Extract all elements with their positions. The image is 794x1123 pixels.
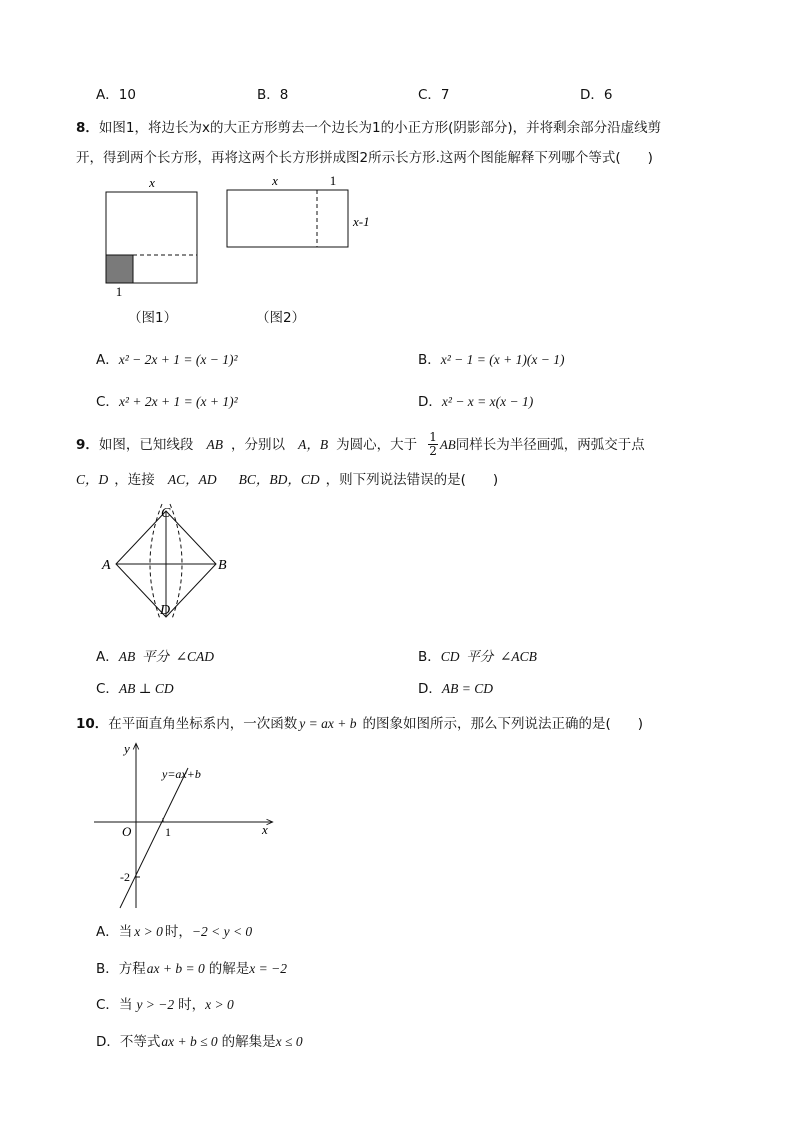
q9-text: ，则下列说法错误的是( ) <box>325 472 499 488</box>
option-math: ax + b ≤ 0 <box>161 1034 218 1049</box>
line-label: y=ax+b <box>162 767 201 781</box>
x-axis-label: x <box>262 822 268 837</box>
q8-option-b <box>418 348 564 368</box>
label-point-d: D <box>160 603 171 618</box>
option-text: 时， <box>164 924 192 940</box>
q8-figure-1 <box>100 172 210 300</box>
option-expression: x² + 2x + 1 = (x + 1)² <box>118 394 238 409</box>
q9-text: ，连接 <box>114 472 155 488</box>
q9-seg: AB <box>206 437 223 452</box>
q9-frac-seg: AB <box>439 437 456 452</box>
q9-stem-line1 <box>76 431 645 458</box>
q7-option-b: B．8 <box>257 87 289 103</box>
question-number: 10． <box>76 716 109 732</box>
fig1-bottom-label: 1 <box>115 284 123 299</box>
label-point-a: A <box>102 558 111 573</box>
q9-points: C，D <box>76 472 109 487</box>
q8-option-a <box>96 348 238 368</box>
q9-stem-line2 <box>76 468 498 488</box>
q9-text: 为圆心，大于 <box>336 437 418 453</box>
q9-segs: BC，BD，CD <box>238 472 320 487</box>
option-math: −2 < y < 0 <box>191 924 253 939</box>
q8-text-line2: 开，得到两个长方形，再将这两个长方形拼成图2所示长方形.这两个图能解释下列哪个等式( ) <box>76 150 653 166</box>
fig2-top-label-x: x <box>272 173 278 188</box>
fraction-numerator: 1 <box>429 430 437 444</box>
option-text: 时， <box>178 997 206 1013</box>
label-point-b: B <box>218 558 227 573</box>
y-axis-label: y <box>124 741 130 756</box>
option-text: 当 <box>118 997 133 1013</box>
fig2-top-label-1: 1 <box>329 173 337 188</box>
option-letter: D． <box>418 681 442 697</box>
q8-fig1-caption: （图1） <box>128 310 178 326</box>
q10-option-c <box>96 993 234 1013</box>
option-expression: AB 平分 ∠CAD <box>118 649 215 664</box>
q10-graph <box>90 738 280 910</box>
q10-text: 在平面直角坐标系内，一次函数 <box>108 716 298 732</box>
q9-segs: AC，AD <box>167 472 217 487</box>
q9-text: ，分别以 <box>231 437 285 453</box>
q9-centers: A，B <box>298 437 329 452</box>
q8-option-c <box>96 390 238 410</box>
option-expression: AB ⊥ CD <box>118 681 174 696</box>
q9-option-d <box>418 677 493 697</box>
q9-option-c <box>96 677 174 697</box>
q9-option-a <box>96 645 214 665</box>
option-text: 不等式 <box>119 1034 161 1050</box>
option-letter: D． <box>96 1034 120 1050</box>
option-expression: x² − 2x + 1 = (x − 1)² <box>118 352 238 367</box>
question-number: 9． <box>76 437 99 453</box>
q10-text: 的图象如图所示，那么下列说法正确的是( ) <box>362 716 644 732</box>
option-expression: AB = CD <box>441 681 494 696</box>
q10-option-a <box>96 920 252 940</box>
q7-option-c: C．7 <box>418 87 450 103</box>
option-text: 的解是 <box>208 961 250 977</box>
option-letter: B． <box>96 961 119 977</box>
origin-label: O <box>122 824 132 839</box>
fig1-top-label: x <box>149 175 155 190</box>
q7-option-a: A．10 <box>96 87 136 103</box>
fig2-side-label: x-1 <box>353 214 370 229</box>
option-math: x ≤ 0 <box>275 1034 303 1049</box>
question-number: 8． <box>76 120 99 136</box>
q9-text: 同样长为半径画弧，两弧交于点 <box>455 437 645 453</box>
fraction-one-half <box>428 431 438 458</box>
y-tick-label: -2 <box>120 870 130 884</box>
option-letter: A． <box>96 352 119 368</box>
q8-fig2-caption: （图2） <box>256 310 306 326</box>
q8-figure-2 <box>220 172 380 257</box>
option-text: 的解集是 <box>221 1034 276 1050</box>
q10-function: y = ax + b <box>299 716 357 731</box>
q10-option-d <box>96 1030 303 1050</box>
option-math: x > 0 <box>134 924 163 939</box>
option-letter: D． <box>418 394 442 410</box>
option-letter: C． <box>96 681 119 697</box>
option-text: 当 <box>118 924 133 940</box>
option-letter: B． <box>418 352 441 368</box>
option-math: y > −2 <box>136 997 175 1012</box>
q10-stem <box>76 712 643 732</box>
option-expression: x² − x = x(x − 1) <box>441 394 534 409</box>
q7-option-d: D．6 <box>580 87 613 103</box>
q8-stem <box>76 116 661 136</box>
option-letter: C． <box>96 394 119 410</box>
option-letter: B． <box>418 649 441 665</box>
option-letter: C． <box>96 997 119 1013</box>
x-tick-label: 1 <box>165 825 171 839</box>
q9-text: 如图，已知线段 <box>98 437 194 453</box>
q10-option-b <box>96 957 287 977</box>
shaded-small-square <box>106 255 133 283</box>
label-point-c: C <box>161 506 171 521</box>
option-expression: CD 平分 ∠ACB <box>440 649 537 664</box>
q8-text-line1: 如图1，将边长为x的大正方形剪去一个边长为1的小正方形(阴影部分)，并将剩余部分沿虚线剪 <box>98 120 662 136</box>
option-letter: A． <box>96 924 119 940</box>
q9-option-b <box>418 645 537 665</box>
option-math: x = −2 <box>249 961 287 976</box>
option-letter: A． <box>96 649 119 665</box>
q8-option-d <box>418 390 533 410</box>
option-text: 方程 <box>118 961 146 977</box>
option-math: x > 0 <box>205 997 234 1012</box>
option-math: ax + b = 0 <box>146 961 205 976</box>
fraction-denominator: 2 <box>429 444 437 458</box>
q9-figure <box>98 500 238 618</box>
option-expression: x² − 1 = (x + 1)(x − 1) <box>440 352 565 367</box>
